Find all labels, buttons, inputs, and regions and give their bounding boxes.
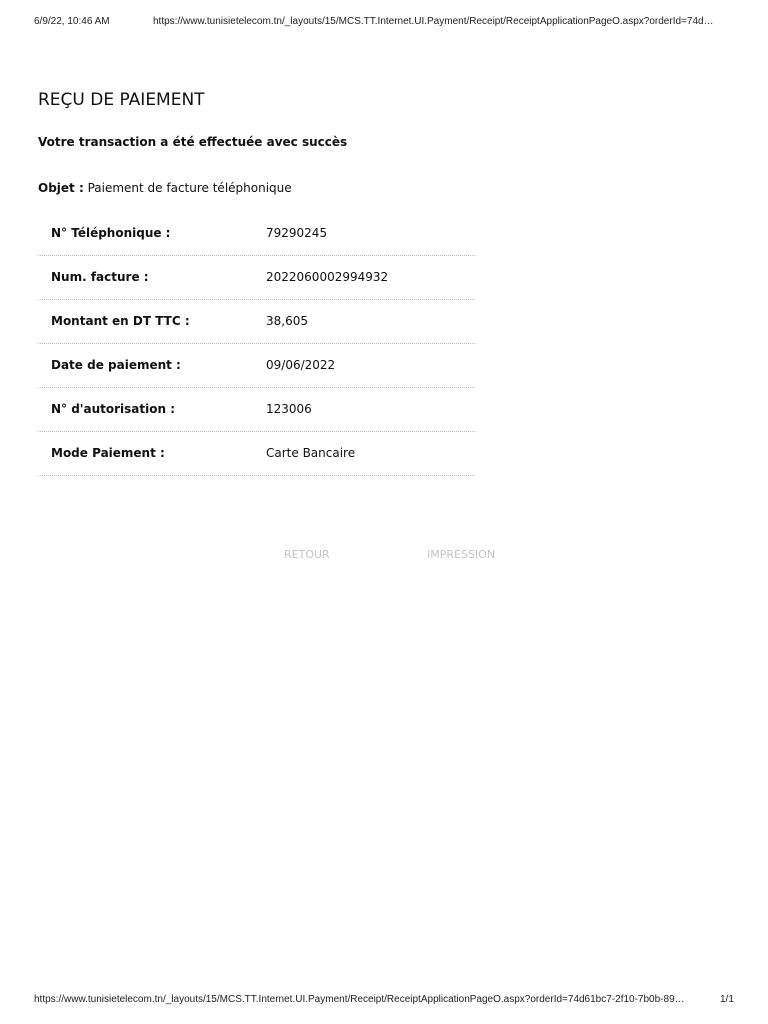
detail-row-invoice-number bbox=[38, 256, 475, 300]
detail-label: Montant en DT TTC : bbox=[51, 314, 190, 328]
impression-button[interactable]: IMPRESSION bbox=[427, 548, 496, 561]
print-footer bbox=[0, 994, 768, 1010]
objet-label: Objet : bbox=[38, 181, 84, 195]
detail-row-payment-mode bbox=[38, 432, 475, 476]
detail-label: Date de paiement : bbox=[51, 358, 181, 372]
detail-row-payment-date bbox=[38, 344, 475, 388]
page-title: REÇU DE PAIEMENT bbox=[38, 90, 205, 110]
payment-details-table bbox=[38, 212, 475, 476]
page-count: 1/1 bbox=[720, 994, 734, 1005]
detail-row-amount bbox=[38, 300, 475, 344]
detail-label: Mode Paiement : bbox=[51, 446, 165, 460]
print-date: 6/9/22, 10:46 AM bbox=[34, 16, 110, 27]
detail-row-telephone bbox=[38, 212, 475, 256]
receipt-actions bbox=[0, 548, 768, 566]
detail-value: 2022060002994932 bbox=[266, 270, 389, 284]
print-header bbox=[0, 16, 768, 32]
detail-value: 123006 bbox=[266, 402, 312, 416]
detail-row-authorization bbox=[38, 388, 475, 432]
success-message: Votre transaction a été effectuée avec succès bbox=[38, 135, 348, 149]
retour-button[interactable]: RETOUR bbox=[284, 548, 330, 561]
detail-label: N° Téléphonique : bbox=[51, 226, 171, 240]
objet-value: Paiement de facture téléphonique bbox=[87, 181, 292, 195]
detail-value: 09/06/2022 bbox=[266, 358, 336, 372]
detail-label: N° d'autorisation : bbox=[51, 402, 175, 416]
detail-value: 79290245 bbox=[266, 226, 328, 240]
objet-line bbox=[38, 181, 292, 195]
detail-value: 38,605 bbox=[266, 314, 308, 328]
detail-value: Carte Bancaire bbox=[266, 446, 356, 460]
print-header-url: https://www.tunisietelecom.tn/_layouts/15/MCS.TT.Internet.UI.Payment/Receipt/ReceiptApplicationPageO.aspx?orderId=74d… bbox=[153, 16, 714, 27]
detail-label: Num. facture : bbox=[51, 270, 149, 284]
print-footer-url: https://www.tunisietelecom.tn/_layouts/15/MCS.TT.Internet.UI.Payment/Receipt/ReceiptApplicationPageO.aspx?orderId=74d61bc7-2f10-7b0b-89… bbox=[34, 994, 685, 1005]
